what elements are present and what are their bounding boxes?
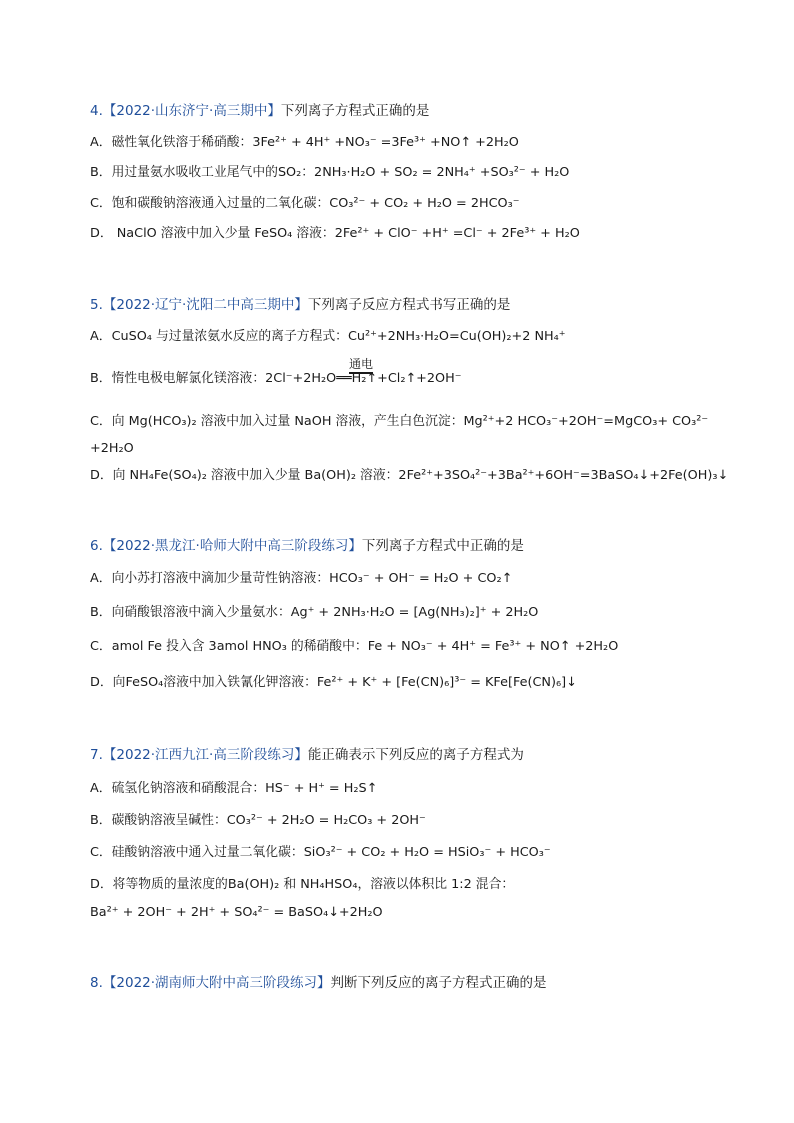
option-letter: B． <box>90 813 112 828</box>
question-5-option-c-continuation: +2H₂O <box>90 441 134 456</box>
option-letter: A． <box>90 571 112 586</box>
question-5-title <box>90 296 510 314</box>
option-letter: D． <box>90 877 113 892</box>
question-source-tag: 【2022·江西九江·高三阶段练习】 <box>102 747 308 763</box>
question-number: 7. <box>90 747 103 763</box>
question-4-option-c <box>90 195 520 213</box>
question-6-option-b <box>90 604 538 622</box>
question-6-option-c <box>90 638 618 656</box>
option-text: 向小苏打溶液中滴加少量苛性钠溶液：HCO₃⁻ + OH⁻ = H₂O + CO₂↑ <box>111 571 513 586</box>
option-text: CuSO₄ 与过量浓氨水反应的离子方程式：Cu²⁺+2NH₃·H₂O=Cu(OH)₂+2 NH₄⁺ <box>111 329 566 344</box>
option-text: 碳酸钠溶液呈碱性：CO₃²⁻ + 2H₂O = H₂CO₃ + 2OH⁻ <box>111 813 426 828</box>
question-6-title <box>90 537 524 555</box>
question-4-option-a <box>90 134 519 152</box>
electrolysis-condition-label: 通电 <box>349 357 373 374</box>
option-text: 将等物质的量浓度的Ba(OH)₂ 和 NH₄HSO₄，溶液以体积比 1:2 混合： <box>112 877 515 892</box>
option-text: 向 NH₄Fe(SO₄)₂ 溶液中加入少量 Ba(OH)₂ 溶液：2Fe²⁺+3SO₄²⁻+3Ba²⁺+6OH⁻=3BaSO₄↓+2Fe(OH)₃↓ <box>112 468 729 483</box>
question-7-option-c <box>90 844 551 862</box>
question-number: 8. <box>90 975 103 991</box>
option-text: 向硝酸银溶液中滴入少量氨水：Ag⁺ + 2NH₃·H₂O = [Ag(NH₃)₂]⁺ + 2H₂O <box>111 605 539 620</box>
question-stem: 能正确表示下列反应的离子方程式为 <box>307 747 524 763</box>
option-letter: D． <box>90 226 113 241</box>
option-letter: D． <box>90 675 113 690</box>
option-letter: A． <box>90 781 112 796</box>
question-4-option-b <box>90 164 569 182</box>
option-text: 硫氢化钠溶液和硝酸混合：HS⁻ + H⁺ = H₂S↑ <box>111 781 378 796</box>
question-number: 6. <box>90 538 103 554</box>
option-letter: B． <box>90 371 112 386</box>
question-5-option-a <box>90 328 566 346</box>
question-4-title <box>90 102 429 120</box>
question-number: 4. <box>90 103 103 119</box>
option-letter: C． <box>90 414 112 429</box>
question-source-tag: 【2022·湖南师大附中高三阶段练习】 <box>102 975 331 991</box>
option-text: 磁性氧化铁溶于稀硝酸：3Fe²⁺ + 4H⁺ +NO₃⁻ =3Fe³⁺ +NO↑ +2H₂O <box>111 135 519 150</box>
question-stem: 判断下列反应的离子方程式正确的是 <box>330 975 547 991</box>
question-6-option-a <box>90 570 512 588</box>
option-letter: A． <box>90 135 112 150</box>
question-4-option-d <box>90 225 580 243</box>
question-stem: 下列离子反应方程式书写正确的是 <box>307 297 511 313</box>
option-letter: B． <box>90 165 112 180</box>
option-letter: C． <box>90 845 112 860</box>
option-text: 饱和碳酸钠溶液通入过量的二氧化碳：CO₃²⁻ + CO₂ + H₂O = 2HCO₃⁻ <box>111 196 520 211</box>
option-text: 用过量氨水吸收工业尾气中的SO₂：2NH₃·H₂O + SO₂ = 2NH₄⁺ +SO₃²⁻ + H₂O <box>111 165 570 180</box>
question-7-option-a <box>90 780 377 798</box>
question-source-tag: 【2022·山东济宁·高三期中】 <box>102 103 281 119</box>
option-letter: B． <box>90 605 112 620</box>
question-5-option-d <box>90 467 728 485</box>
question-source-tag: 【2022·辽宁·沈阳二中高三期中】 <box>102 297 308 313</box>
question-stem: 下列离子方程式中正确的是 <box>361 538 524 554</box>
option-text: 惰性电极电解氯化镁溶液：2Cl⁻+2H₂O══H₂↑+Cl₂↑+2OH⁻ <box>111 371 462 386</box>
option-text: 向 Mg(HCO₃)₂ 溶液中加入过量 NaOH 溶液，产生白色沉淀：Mg²⁺+2 HCO₃⁻+2OH⁻=MgCO₃+ CO₃²⁻ <box>111 414 709 429</box>
option-letter: C． <box>90 639 112 654</box>
question-number: 5. <box>90 297 103 313</box>
question-7-option-d-continuation: Ba²⁺ + 2OH⁻ + 2H⁺ + SO₄²⁻ = BaSO₄↓+2H₂O <box>90 905 383 920</box>
question-8-title <box>90 974 547 992</box>
question-5-option-b <box>90 370 461 388</box>
option-text: amol Fe 投入含 3amol HNO₃ 的稀硝酸中：Fe + NO₃⁻ + 4H⁺ = Fe³⁺ + NO↑ +2H₂O <box>111 639 619 654</box>
option-letter: C． <box>90 196 112 211</box>
question-source-tag: 【2022·黑龙江·哈师大附中高三阶段练习】 <box>102 538 362 554</box>
question-5-option-c <box>90 413 708 431</box>
option-text: 硅酸钠溶液中通入过量二氧化碳：SiO₃²⁻ + CO₂ + H₂O = HSiO₃⁻ + HCO₃⁻ <box>111 845 551 860</box>
option-text: 向FeSO₄溶液中加入铁氰化钾溶液：Fe²⁺ + K⁺ + [Fe(CN)₆]³⁻ = KFe[Fe(CN)₆]↓ <box>112 675 577 690</box>
question-7-option-b <box>90 812 426 830</box>
option-text: NaClO 溶液中加入少量 FeSO₄ 溶液：2Fe²⁺ + ClO⁻ +H⁺ =Cl⁻ + 2Fe³⁺ + H₂O <box>112 226 580 241</box>
question-7-option-d <box>90 876 514 894</box>
question-7-title <box>90 746 524 764</box>
question-6-option-d <box>90 674 577 692</box>
question-stem: 下列离子方程式正确的是 <box>280 103 430 119</box>
option-letter: D． <box>90 468 113 483</box>
option-letter: A． <box>90 329 112 344</box>
